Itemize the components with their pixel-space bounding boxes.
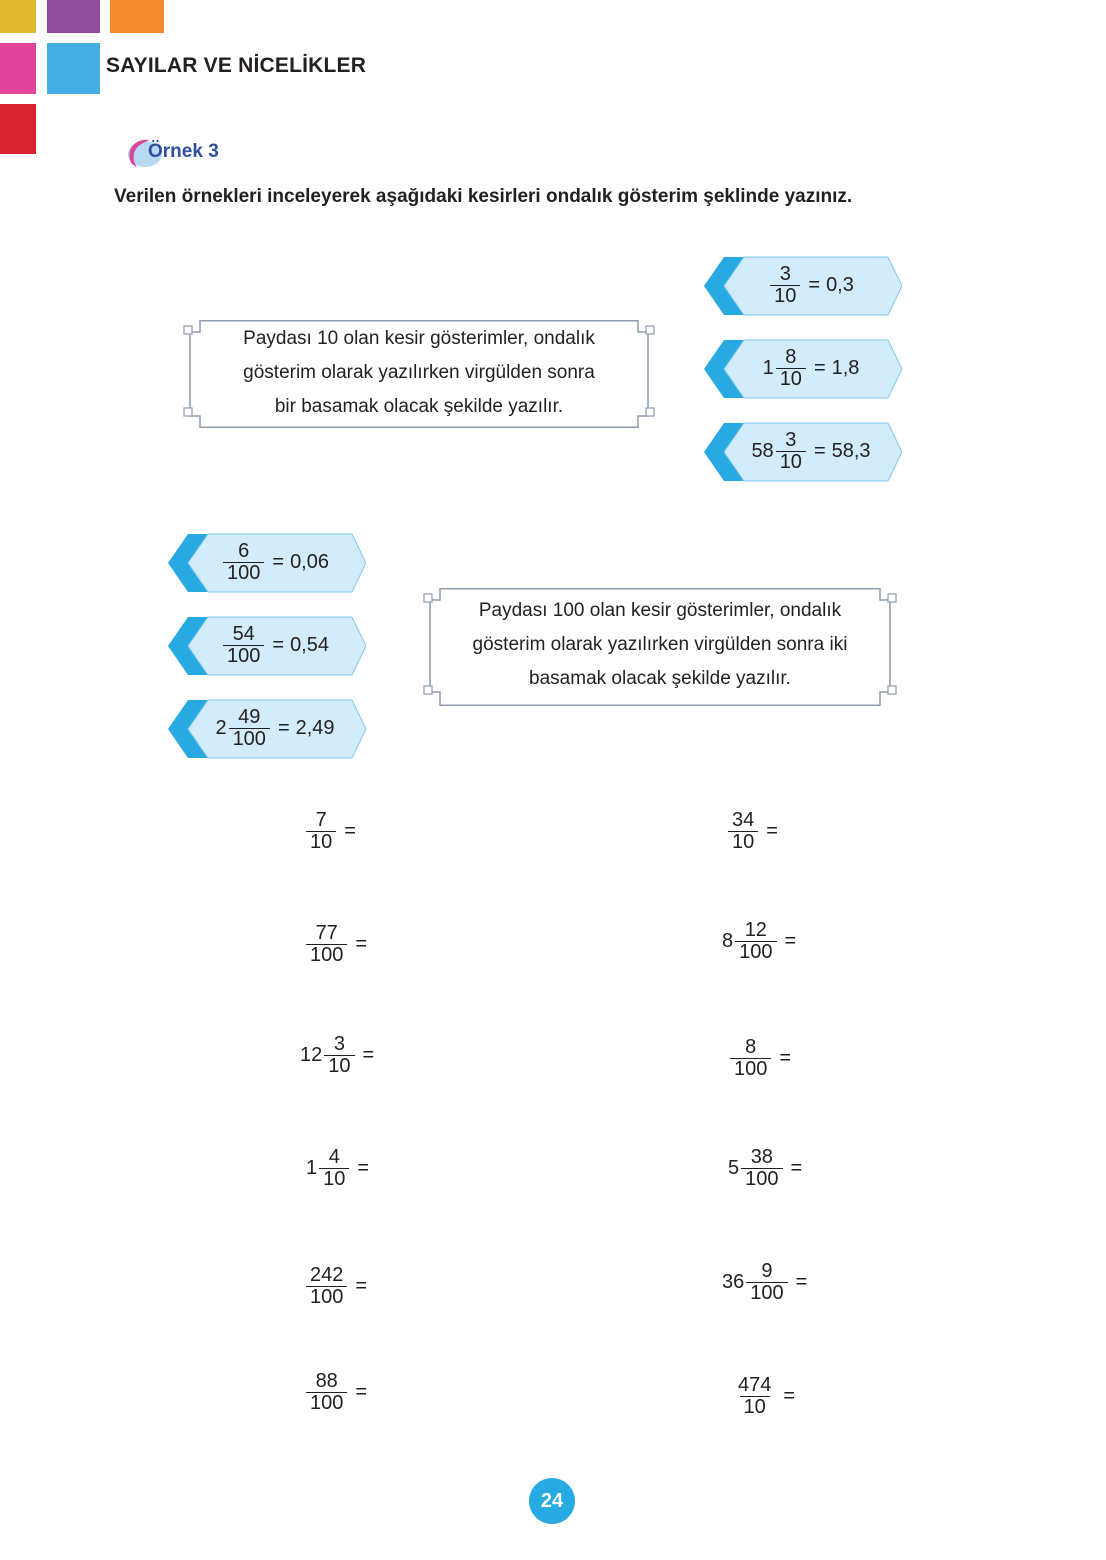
decimal-result: 0,54: [290, 633, 329, 656]
equals-sign: =: [355, 933, 368, 955]
denominator: 100: [746, 1282, 787, 1304]
numerator: 34: [732, 809, 755, 831]
denominator: 100: [306, 1392, 347, 1414]
numerator: 3: [779, 262, 791, 285]
exercise-item: [306, 1147, 369, 1190]
exercise-item: [304, 923, 367, 966]
decimal-result: 1,8: [831, 356, 860, 379]
header-square-yellow: [0, 0, 36, 33]
fraction: [746, 1261, 787, 1304]
denominator: 100: [223, 645, 264, 667]
fraction: [776, 347, 806, 390]
denominator: 10: [319, 1168, 349, 1190]
denominator: 100: [306, 944, 347, 966]
fraction: [776, 430, 806, 473]
section-title: SAYILAR VE NİCELİKLER: [106, 54, 367, 77]
denominator: 10: [740, 1396, 770, 1418]
exercise-item: [728, 1037, 791, 1080]
example-pill: [704, 255, 902, 319]
equals-sign: =: [272, 550, 285, 573]
fraction: [319, 1147, 349, 1190]
numerator: 88: [315, 1370, 338, 1392]
numerator: 12: [744, 919, 767, 941]
numerator: 3: [785, 428, 797, 451]
example-label: Örnek 3: [148, 141, 219, 162]
fraction: [728, 810, 758, 853]
denominator: 100: [229, 728, 270, 750]
denominator: 10: [306, 831, 336, 853]
exercise-item: [304, 1265, 367, 1308]
decimal-result: 2,49: [295, 716, 335, 739]
rule-line: Paydası 100 olan kesir gösterimler, ondalık: [478, 600, 842, 621]
numerator: 8: [745, 1036, 757, 1058]
decimal-result: 58,3: [831, 439, 871, 462]
fraction: [223, 624, 264, 667]
equals-sign: =: [795, 1271, 808, 1293]
rule-line: gösterim olarak yazılırken virgülden sonra iki: [472, 634, 848, 655]
header-square-blue: [47, 43, 100, 94]
whole-part: 12: [300, 1044, 323, 1066]
fraction: [735, 920, 776, 963]
whole-part: 1: [762, 356, 774, 379]
denominator: 100: [735, 941, 776, 963]
denominator: 10: [324, 1055, 354, 1077]
denominator: 10: [776, 451, 806, 473]
page-number: 24: [529, 1478, 575, 1524]
denominator: 10: [770, 285, 800, 307]
numerator: 54: [232, 622, 255, 645]
numerator: 7: [315, 809, 327, 831]
rule-line: gösterim olarak yazılırken virgülden sonra: [243, 362, 595, 383]
exercise-item: [722, 920, 796, 963]
numerator: 3: [333, 1033, 345, 1055]
equals-sign: =: [272, 633, 285, 656]
equals-sign: =: [362, 1044, 375, 1066]
numerator: 38: [750, 1146, 773, 1168]
rule-line: Paydası 10 olan kesir gösterimler, ondalık: [243, 328, 595, 349]
rule-box-tenths: [178, 320, 660, 428]
decimal-result: 0,06: [290, 550, 329, 573]
exercise-item: [726, 810, 778, 853]
fraction: [741, 1147, 782, 1190]
equals-sign: =: [784, 930, 797, 952]
rule-line: basamak olacak şekilde yazılır.: [529, 668, 791, 689]
example-pill: [704, 421, 902, 485]
equals-sign: =: [277, 716, 290, 739]
exercise-item: [300, 1034, 374, 1077]
rule-box-hundredths: [418, 588, 902, 706]
whole-part: 58: [751, 439, 774, 462]
numerator: 8: [785, 345, 797, 368]
rule-line: bir basamak olacak şekilde yazılır.: [274, 396, 564, 417]
instruction-text: Verilen örnekleri inceleyerek aşağıdaki kesirleri ondalık gösterim şeklinde yazınız.: [114, 186, 853, 207]
equals-sign: =: [808, 273, 821, 296]
equals-sign: =: [779, 1047, 792, 1069]
whole-part: 5: [728, 1157, 740, 1179]
whole-part: 8: [722, 930, 734, 952]
equals-sign: =: [783, 1385, 796, 1407]
fraction: [730, 1037, 771, 1080]
exercise-item: [722, 1261, 807, 1304]
denominator: 100: [730, 1058, 771, 1080]
equals-sign: =: [344, 820, 356, 842]
numerator: 49: [238, 705, 261, 728]
numerator: 474: [738, 1374, 772, 1396]
fraction: [306, 923, 347, 966]
example-pill: [168, 532, 366, 596]
equals-sign: =: [355, 1275, 368, 1297]
fraction: [229, 707, 270, 750]
example-pill: [168, 615, 366, 679]
equals-sign: =: [813, 356, 826, 379]
numerator: 242: [310, 1264, 344, 1286]
equals-sign: =: [766, 820, 778, 842]
exercise-item: [304, 810, 356, 853]
fraction: [306, 1265, 347, 1308]
numerator: 77: [315, 922, 338, 944]
denominator: 100: [306, 1286, 347, 1308]
whole-part: 2: [215, 716, 227, 739]
exercise-item: [728, 1147, 802, 1190]
numerator: 6: [238, 539, 250, 562]
example-pill: [704, 338, 902, 402]
header-square-red: [0, 104, 36, 154]
denominator: 10: [776, 368, 806, 390]
fraction: [324, 1034, 354, 1077]
numerator: 4: [328, 1146, 340, 1168]
equals-sign: =: [813, 439, 826, 462]
header-square-purple: [47, 0, 100, 33]
fraction: [306, 810, 336, 853]
fraction: [223, 541, 264, 584]
numerator: 9: [761, 1260, 773, 1282]
fraction: [770, 264, 800, 307]
example-pill: [168, 698, 366, 762]
equals-sign: =: [355, 1381, 368, 1403]
fraction: [734, 1375, 775, 1418]
exercise-item: [304, 1371, 367, 1414]
decimal-result: 0,3: [826, 273, 854, 296]
denominator: 100: [223, 562, 264, 584]
whole-part: 36: [722, 1271, 745, 1293]
exercise-item: [732, 1375, 795, 1418]
header-square-pink: [0, 43, 36, 94]
equals-sign: =: [357, 1157, 370, 1179]
denominator: 100: [741, 1168, 782, 1190]
header-square-orange: [110, 0, 164, 33]
equals-sign: =: [790, 1157, 803, 1179]
denominator: 10: [728, 831, 758, 853]
whole-part: 1: [306, 1157, 318, 1179]
fraction: [306, 1371, 347, 1414]
